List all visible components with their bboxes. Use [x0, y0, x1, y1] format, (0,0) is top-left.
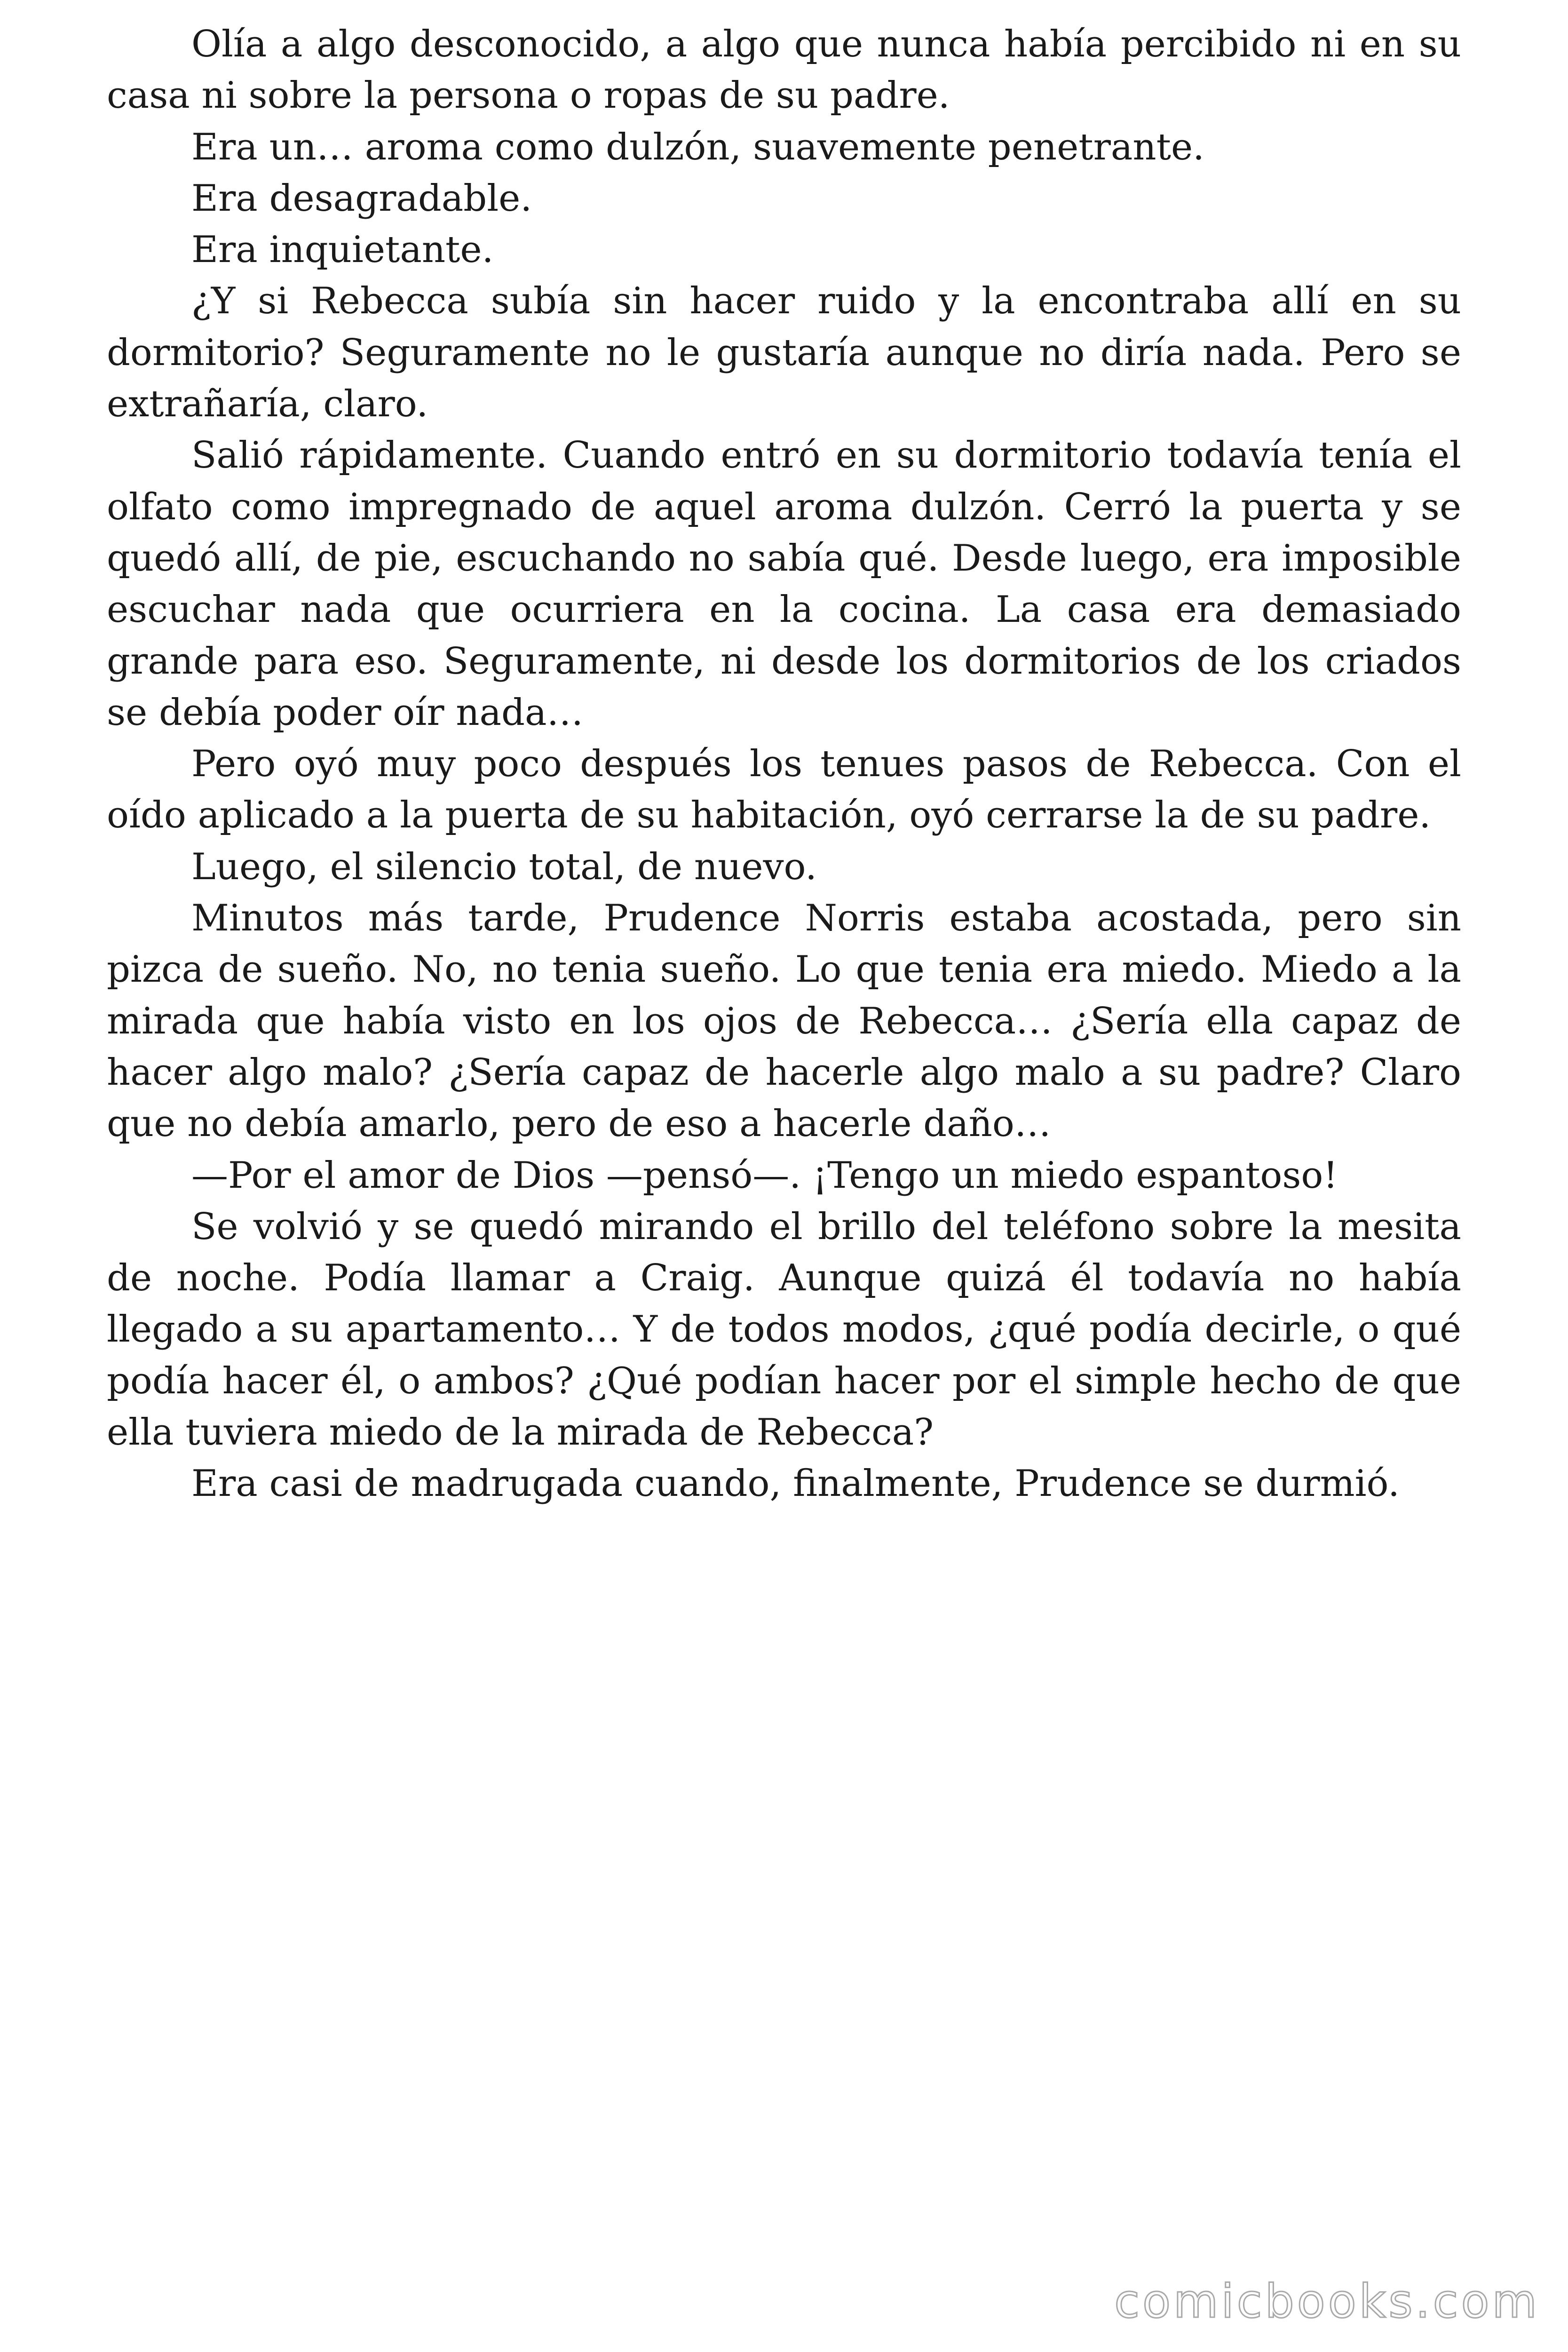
paragraph-2: Era un… aroma como dulzón, suavemente penetrante. [191, 126, 1204, 168]
paragraph-8: Luego, el silencio total, de nuevo. [191, 845, 817, 888]
body-text [107, 19, 1461, 1510]
paragraph-12: Era casi de madrugada cuando, finalmente, Prudence se durmió. [191, 1462, 1400, 1505]
paragraph-9: Minutos más tarde, Prudence Norris estaba acostada, pero sin pizca de sueño. No, no tenia sueño. Lo que tenia era miedo. Miedo a la mirada que había visto en los ojos de Rebecca… ¿Sería ella capaz de hacer algo malo? ¿Sería capaz de hacerle algo malo a su padre? Claro que no debía amarlo, pero de eso a hacerle daño… [107, 897, 1461, 1145]
paragraph-3: Era desagradable. [191, 177, 532, 220]
paragraph-11: Se volvió y se quedó mirando el brillo del teléfono sobre la mesita de noche. Podía llamar a Craig. Aunque quizá él todavía no había llegado a su apartamento… Y de todos modos, ¿qué podía decirle, o qué podía hacer él, o ambos? ¿Qué podían hacer por el simple hecho de que ella tuviera miedo de la mirada de Rebecca? [107, 1205, 1461, 1454]
paragraph-1: Olía a algo desconocido, a algo que nunca había percibido ni en su casa ni sobre la persona o ropas de su padre. [107, 23, 1461, 117]
paragraph-5: ¿Y si Rebecca subía sin hacer ruido y la encontraba allí en su dormitorio? Seguramente no le gustaría aunque no diría nada. Pero se extrañaría, claro. [107, 280, 1461, 426]
paragraph-10: —Por el amor de Dios —pensó—. ¡Tengo un miedo espantoso! [191, 1154, 1338, 1197]
paragraph-4: Era inquietante. [191, 229, 494, 271]
watermark: comicbooks.com [1114, 2275, 1540, 2328]
paragraph-6: Salió rápidamente. Cuando entró en su dormitorio todavía tenía el olfato como impregnado de aquel aroma dulzón. Cerró la puerta y se quedó allí, de pie, escuchando no sabía qué. Desde luego, era imposible escuchar nada que ocurriera en la cocina. La casa era demasiado grande para eso. Seguramente, ni desde los dormitorios de los criados se debía poder oír nada… [107, 434, 1461, 734]
paragraph-7: Pero oyó muy poco después los tenues pasos de Rebecca. Con el oído aplicado a la puerta de su habitación, oyó cerrarse la de su padre. [107, 743, 1461, 837]
